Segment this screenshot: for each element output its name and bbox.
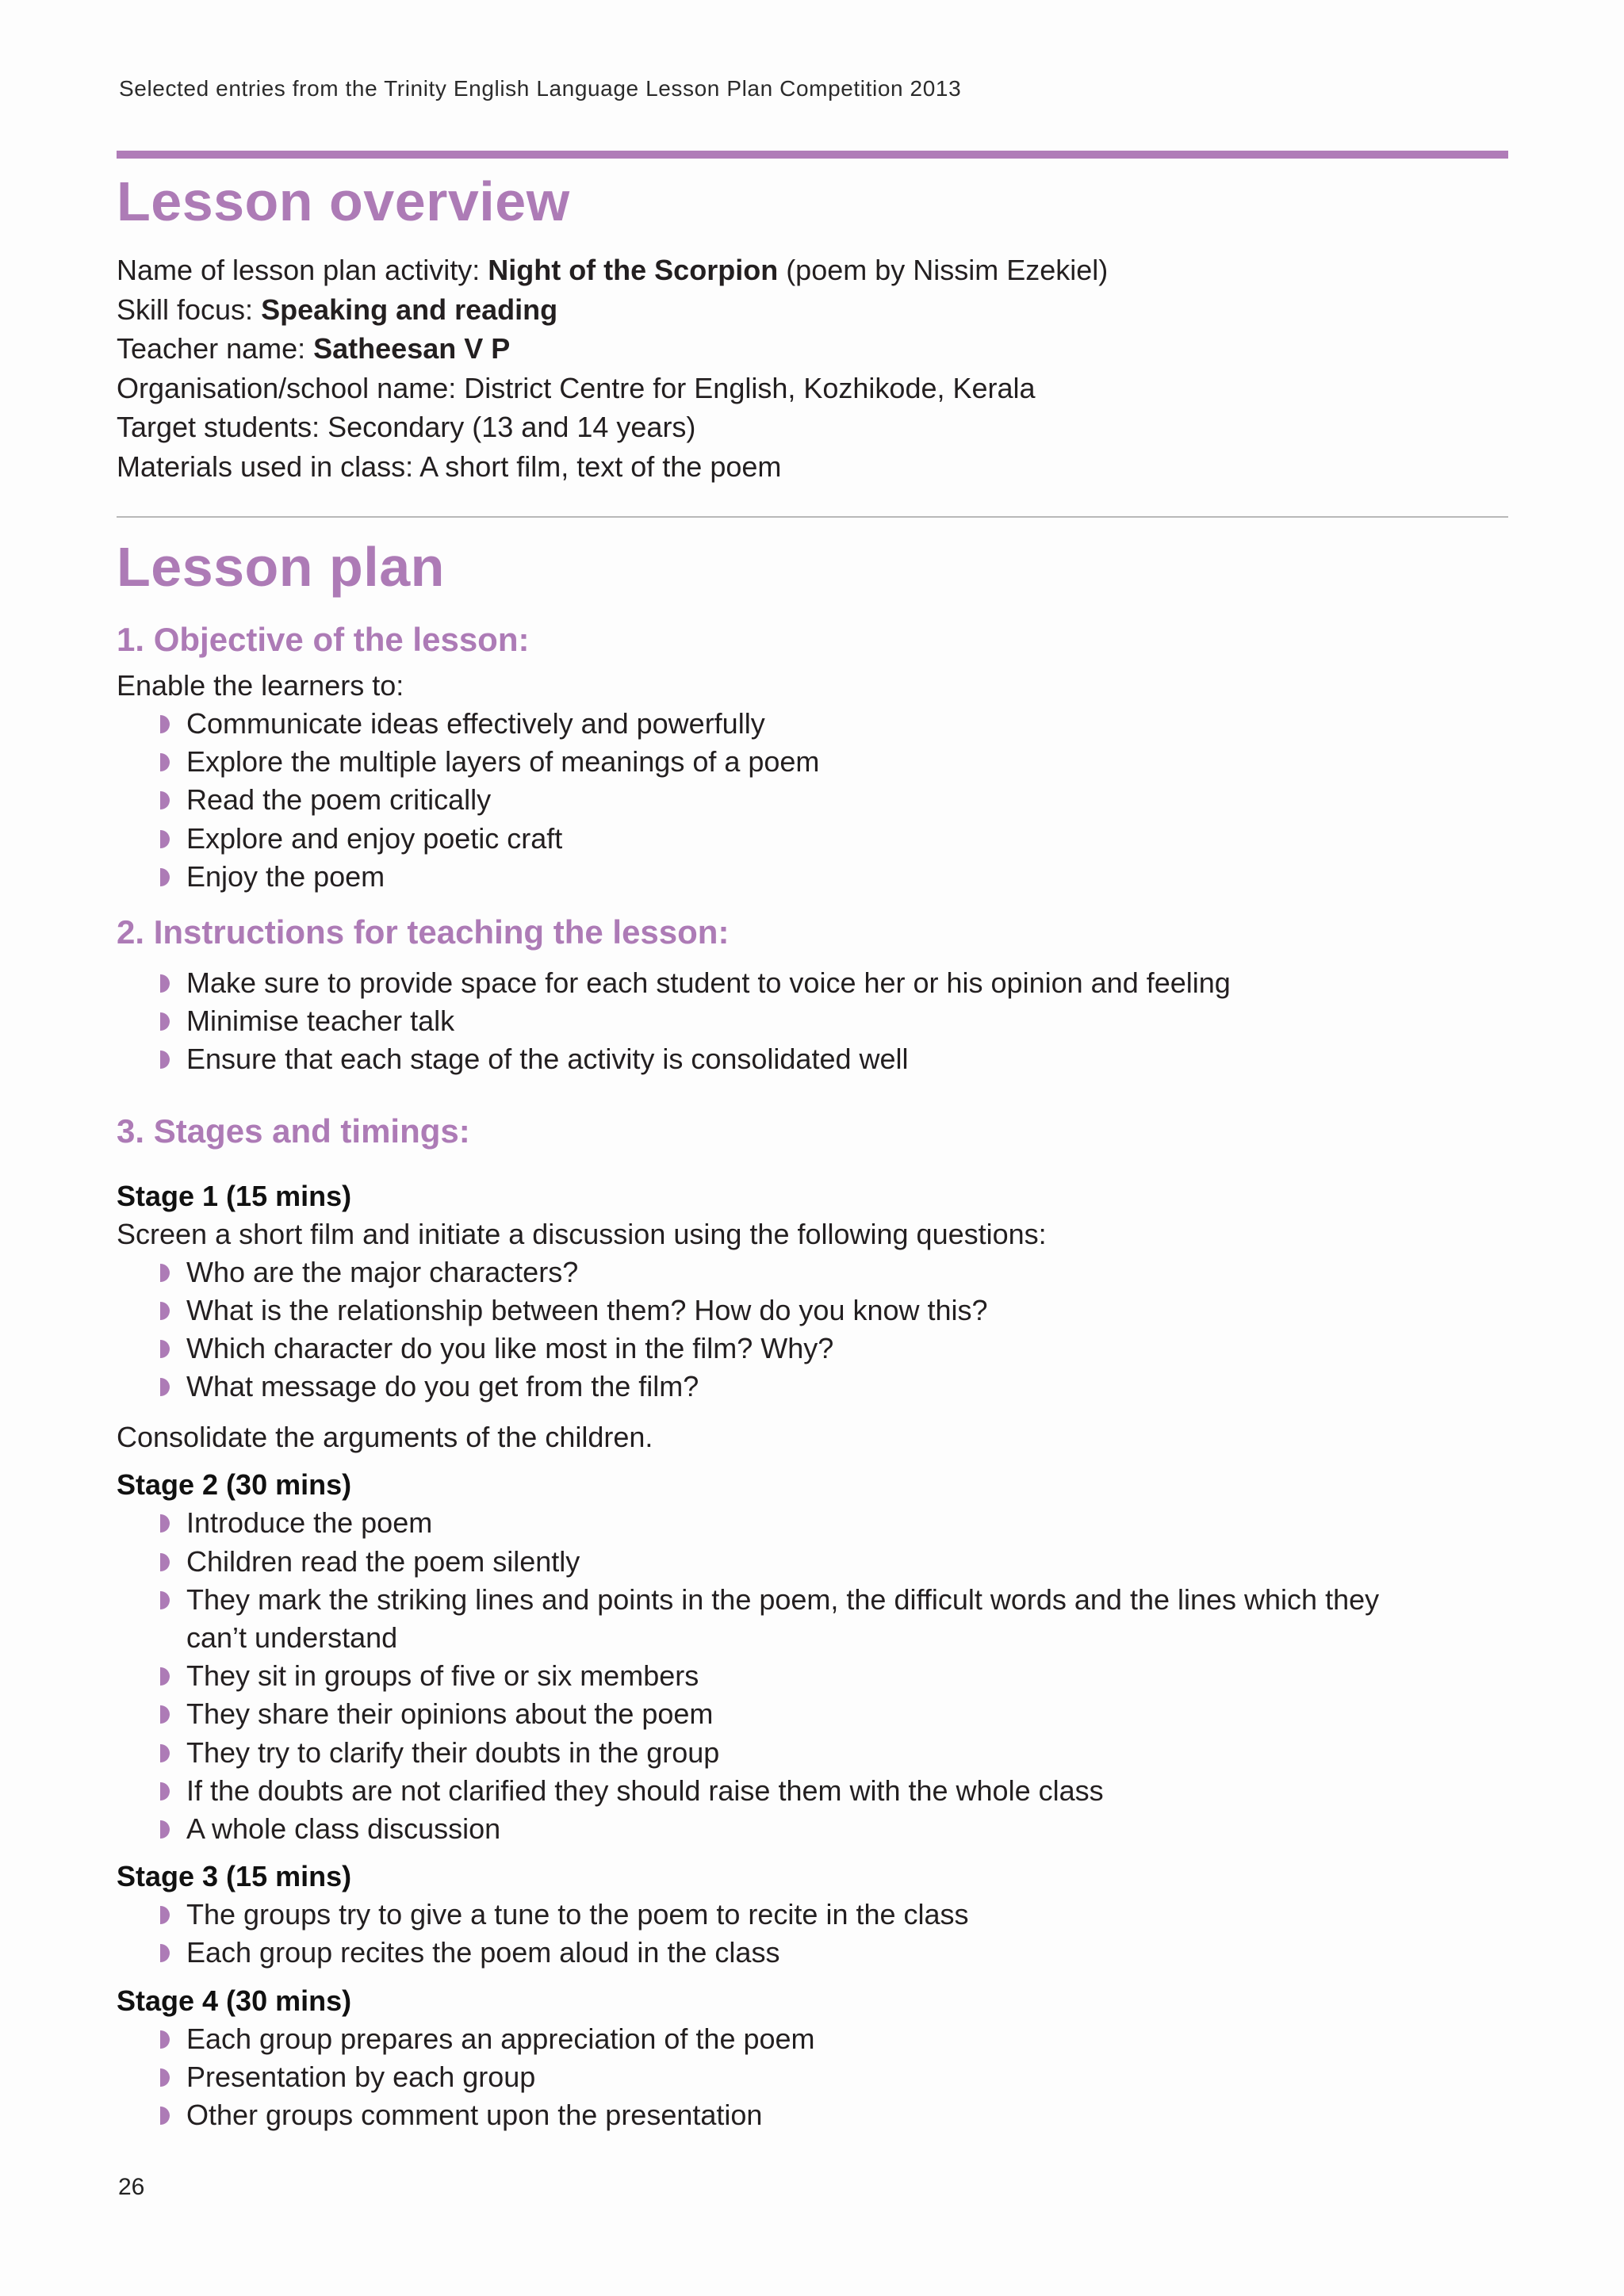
- stages-heading: 3. Stages and timings:: [117, 1112, 470, 1150]
- lesson-overview-details: [117, 251, 1508, 486]
- bullet-icon: [160, 1667, 170, 1686]
- bullet-icon: [160, 1340, 170, 1358]
- list-item: The groups try to give a tune to the poem to recite in the class: [186, 1896, 1508, 1934]
- bullet-icon: [160, 1264, 170, 1282]
- bullet-icon: [160, 2107, 170, 2125]
- stage-1-list: [117, 1253, 1508, 1406]
- list-item: They share their opinions about the poem: [186, 1695, 1508, 1733]
- list-item: Children read the poem silently: [186, 1543, 1508, 1581]
- list-item: Enjoy the poem: [186, 858, 1508, 896]
- skill-focus-line: Skill focus: Speaking and reading: [117, 293, 558, 326]
- list-item: Which character do you like most in the film? Why?: [186, 1330, 1508, 1368]
- section-divider: [117, 516, 1508, 518]
- list-item: Minimise teacher talk: [186, 1002, 1508, 1040]
- bullet-icon: [160, 830, 170, 848]
- bullet-icon: [160, 1744, 170, 1762]
- list-item: If the doubts are not clarified they should raise them with the whole class: [186, 1772, 1508, 1810]
- list-item: Communicate ideas effectively and powerfully: [186, 705, 1508, 743]
- objective-heading: 1. Objective of the lesson:: [117, 621, 530, 658]
- list-item: They try to clarify their doubts in the group: [186, 1734, 1508, 1772]
- bullet-icon: [160, 1378, 170, 1396]
- list-item: Introduce the poem: [186, 1504, 1508, 1542]
- teacher-name-line: Teacher name: Satheesan V P: [117, 332, 511, 365]
- list-item: Explore and enjoy poetic craft: [186, 820, 1508, 858]
- list-item: Each group recites the poem aloud in the class: [186, 1934, 1508, 1972]
- list-item: They mark the striking lines and points in the poem, the difficult words and the lines which they: [186, 1581, 1508, 1619]
- bullet-icon: [160, 1012, 170, 1031]
- skill-focus: Speaking and reading: [261, 293, 558, 326]
- bullet-icon: [160, 1514, 170, 1533]
- organisation-line: Organisation/school name: District Centre for English, Kozhikode, Kerala: [117, 371, 1036, 404]
- list-item: What is the relationship between them? How do you know this?: [186, 1292, 1508, 1330]
- bullet-icon: [160, 1944, 170, 1962]
- stage-2-list: [117, 1504, 1508, 1848]
- list-item: Make sure to provide space for each student to voice her or his opinion and feeling: [186, 964, 1508, 1002]
- teacher-name: Satheesan V P: [313, 332, 511, 365]
- bullet-icon: [160, 1050, 170, 1069]
- objective-intro: Enable the learners to:: [117, 669, 404, 702]
- stage-1-intro: Screen a short film and initiate a discussion using the following questions:: [117, 1217, 1047, 1250]
- page-content: [117, 151, 1508, 2134]
- bullet-icon: [160, 1820, 170, 1839]
- header-divider: [117, 151, 1508, 159]
- list-item: Each group prepares an appreciation of the poem: [186, 2020, 1508, 2058]
- list-item: Explore the multiple layers of meanings of a poem: [186, 743, 1508, 781]
- materials-line: Materials used in class: A short film, text of the poem: [117, 450, 782, 483]
- list-item-continuation: can’t understand: [186, 1621, 398, 1655]
- bullet-icon: [160, 1782, 170, 1800]
- activity-name: Night of the Scorpion: [488, 254, 779, 286]
- bullet-icon: [160, 753, 170, 771]
- bullet-icon: [160, 1302, 170, 1320]
- list-item: A whole class discussion: [186, 1810, 1508, 1848]
- list-item: Presentation by each group: [186, 2058, 1508, 2096]
- bullet-icon: [160, 1906, 170, 1924]
- list-item: Other groups comment upon the presentation: [186, 2096, 1508, 2134]
- bullet-icon: [160, 791, 170, 809]
- bullet-icon: [160, 974, 170, 993]
- list-item: Who are the major characters?: [186, 1253, 1508, 1292]
- instructions-heading: 2. Instructions for teaching the lesson:: [117, 913, 730, 951]
- bullet-icon: [160, 1705, 170, 1724]
- bullet-icon: [160, 1553, 170, 1571]
- bullet-icon: [160, 2068, 170, 2087]
- stage-4-title: Stage 4 (30 mins): [117, 1984, 352, 2017]
- bullet-icon: [160, 868, 170, 886]
- lesson-overview-heading: Lesson overview: [117, 170, 570, 232]
- list-item: Read the poem critically: [186, 781, 1508, 819]
- list-item: What message do you get from the film?: [186, 1368, 1508, 1406]
- stage-1-title: Stage 1 (15 mins): [117, 1179, 352, 1212]
- bullet-icon: [160, 1591, 170, 1609]
- page-number: 26: [118, 2174, 145, 2200]
- bullet-icon: [160, 2030, 170, 2049]
- objective-list: [117, 705, 1508, 896]
- stage-3-list: [117, 1896, 1508, 1972]
- stage-3-title: Stage 3 (15 mins): [117, 1860, 352, 1893]
- target-students-line: Target students: Secondary (13 and 14 years): [117, 411, 696, 443]
- stage-4-list: [117, 2020, 1508, 2135]
- running-header: Selected entries from the Trinity English Language Lesson Plan Competition 2013: [119, 76, 962, 101]
- instructions-list: [117, 964, 1508, 1079]
- list-item: They sit in groups of five or six members: [186, 1657, 1508, 1695]
- lesson-plan-heading: Lesson plan: [117, 536, 445, 598]
- stage-2-title: Stage 2 (30 mins): [117, 1468, 352, 1502]
- activity-name-line: Name of lesson plan activity: Night of the Scorpion (poem by Nissim Ezekiel): [117, 254, 1109, 286]
- stage-1-outro: Consolidate the arguments of the children.: [117, 1421, 653, 1454]
- list-item: Ensure that each stage of the activity is consolidated well: [186, 1040, 1508, 1078]
- bullet-icon: [160, 715, 170, 733]
